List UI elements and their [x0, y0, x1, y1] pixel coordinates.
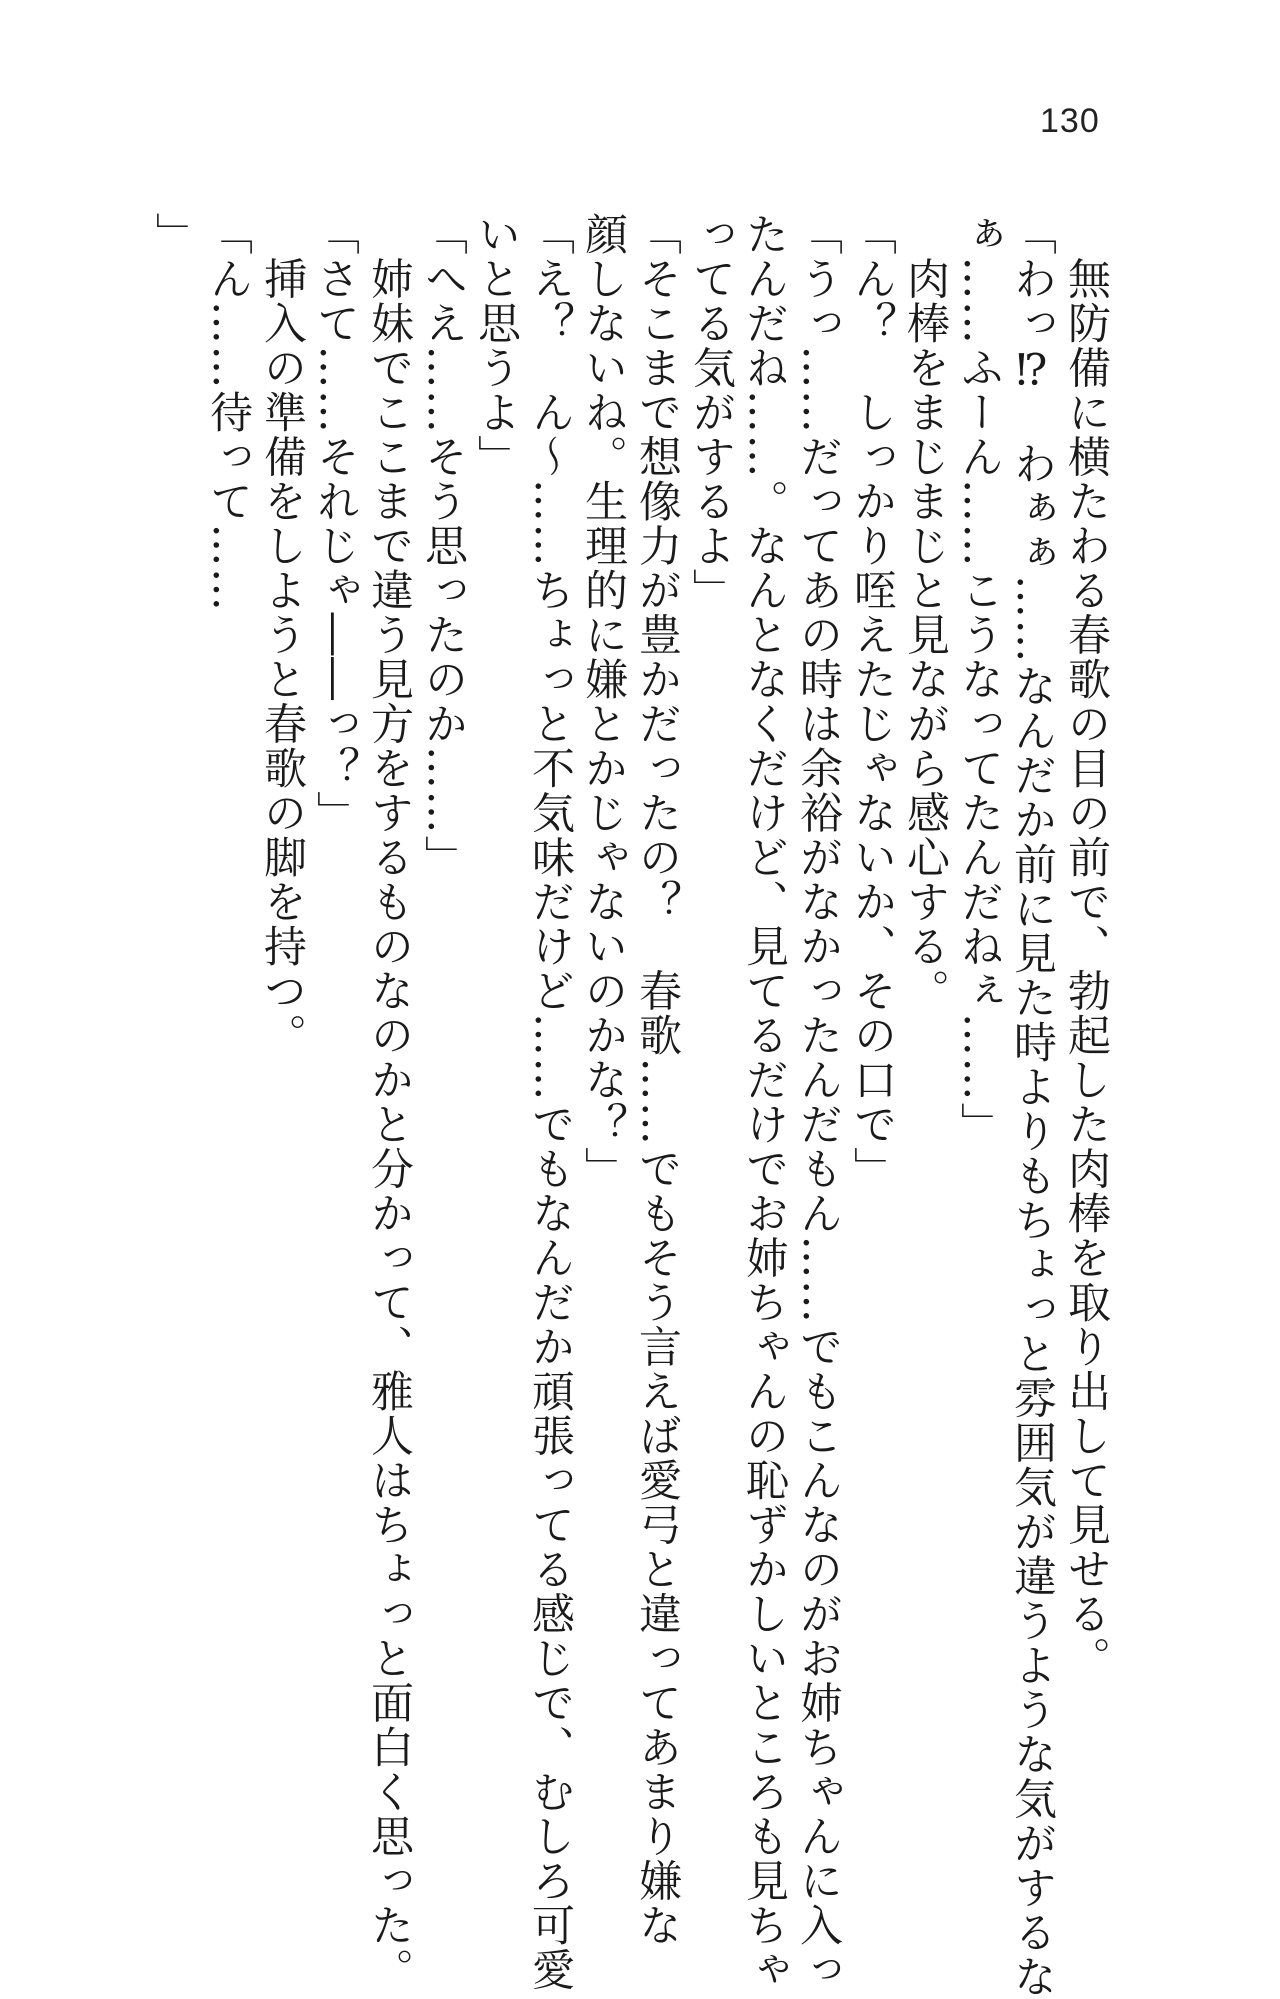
text-line-2: 「わっ⁉ わぁぁ……なんだか前に見た時よりもちょっと雰囲気が違うような気がするな	[1007, 212, 1057, 1999]
text-line-8: ってる気がするよ」	[686, 212, 736, 613]
text-line-10: 顔しないね。生理的に嫌とかじゃないのかな？」	[578, 212, 628, 1191]
text-line-3: ぁ……ふーん……こうなってたんだねぇ……」	[954, 212, 1004, 1147]
text-line-6: 「うっ……だってあの時は余裕がなかったんだもん……でもこんなのがお姉ちゃんに入っ	[793, 212, 843, 1992]
text-line-9: 「そこまで想像力が豊かだったの？ 春歌……でもそう言えば愛弓と違ってあまり嫌な	[632, 212, 682, 1948]
text-line-15: 「さて……それじゃ――っ？」	[310, 212, 360, 835]
text-line-16: 挿入の準備をしようと春歌の脚を持つ。	[257, 212, 307, 1058]
text-line-13: 「へえ……そう思ったのか……」	[418, 212, 468, 880]
text-line-11: 「え？ ん～……ちょっと不気味だけど……でもなんだか頑張ってる感じで、むしろ可愛	[525, 212, 575, 1992]
text-line-18: 」	[149, 212, 199, 257]
text-line-17: 「ん……待って……	[203, 212, 253, 613]
text-line-7: たんだね……。なんとなくだけど、見てるだけでお姉ちゃんの恥ずかしいところも見ちゃ	[739, 212, 789, 1992]
text-line-5: 「ん？ しっかり咥えたじゃないか、その口で」	[847, 212, 897, 1191]
text-line-1: 無防備に横たわる春歌の目の前で、勃起した肉棒を取り出して見せる。	[1061, 212, 1111, 1681]
text-line-12: いと思うよ」	[471, 212, 521, 479]
text-line-14: 姉妹でここまで違う見方をするものなのかと分かって、雅人はちょっと面白く思った。	[364, 212, 414, 1992]
text-line-4: 肉棒をまじまじと見ながら感心する。	[900, 212, 950, 1013]
page-number: 130	[1040, 102, 1100, 140]
